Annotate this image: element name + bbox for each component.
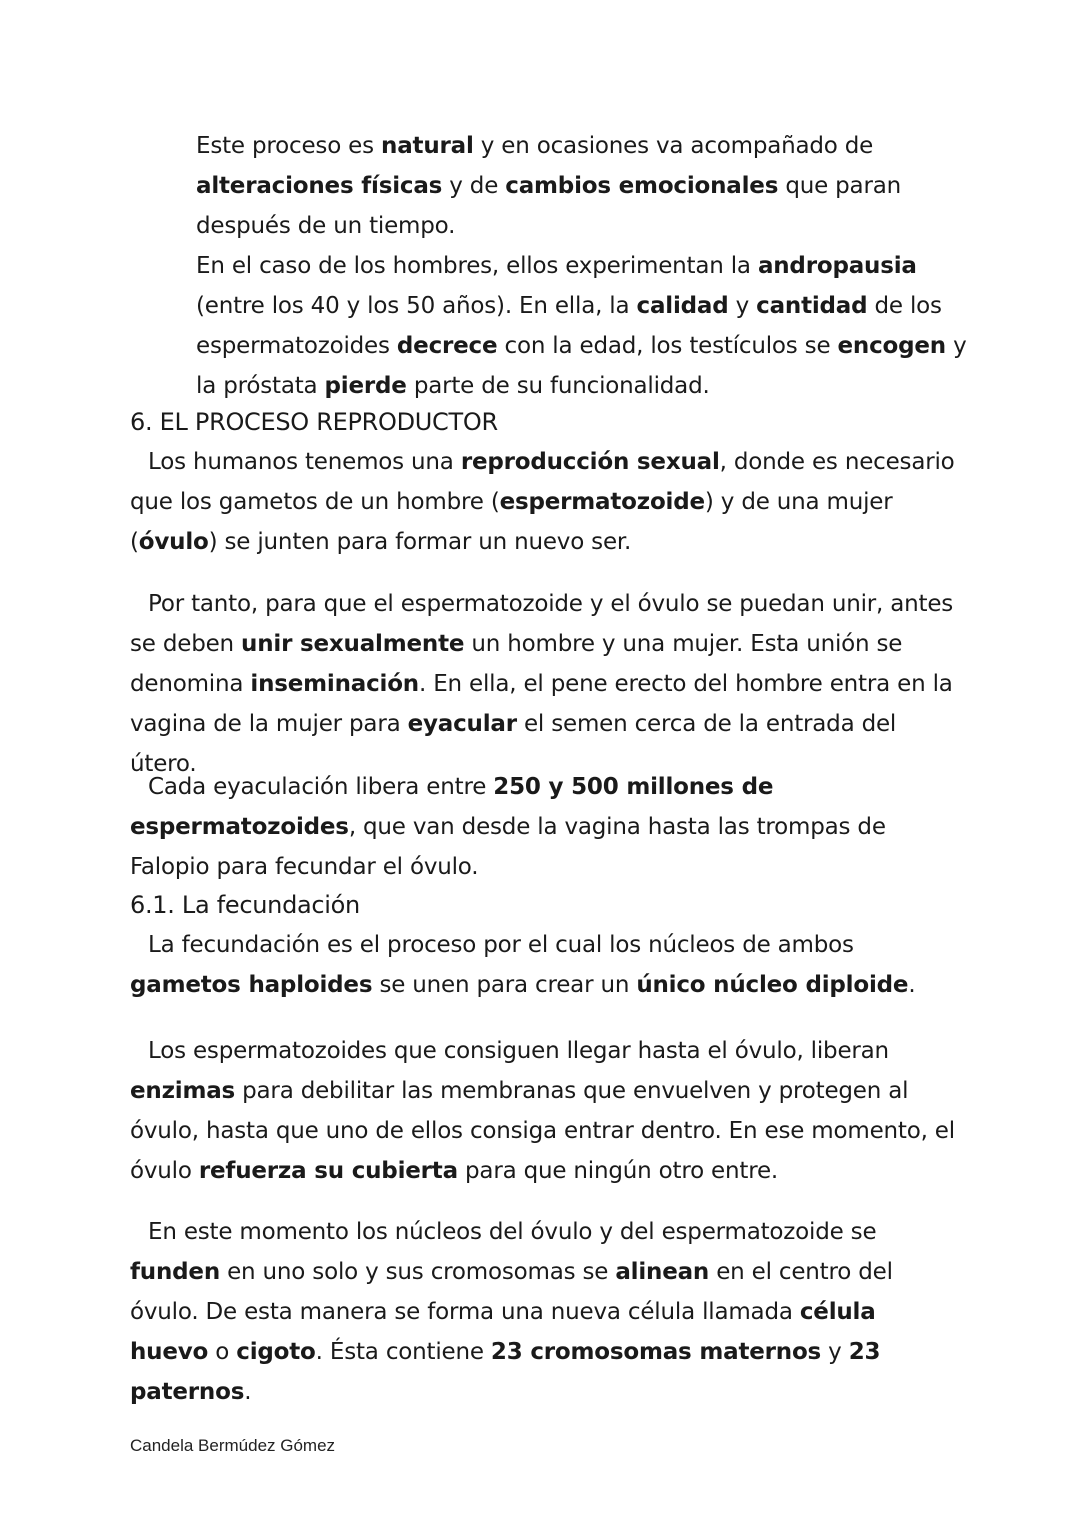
section61-paragraph-2: Los espermatozoides que consiguen llegar hasta el óvulo, liberan enzimas para debilitar las membranas que envuelven y protegen al óvulo, hasta que uno de ellos consiga entrar dentro. En ese momento, el óvulo refuerza su cubierta para que ningún otro entre. (130, 1038, 955, 1184)
bold-term: célula huevo (130, 1299, 876, 1365)
bold-term: eyacular (407, 711, 517, 737)
section61-paragraph-3: En este momento los núcleos del óvulo y del espermatozoide se funden en uno solo y sus cromosomas se alinean en el centro del óvulo. De esta manera se forma una nueva célula llamada célula huevo o cigoto. Ésta contiene 23 cromosomas maternos y 23 paternos. (130, 1219, 893, 1405)
section6-paragraph-1: Los humanos tenemos una reproducción sexual, donde es necesario que los gametos de un hombre (espermatozoide) y de una mujer (óvulo) se junten para formar un nuevo ser. (130, 449, 955, 555)
bold-term: único núcleo diploide (636, 972, 909, 998)
bold-term: funden (130, 1259, 220, 1285)
section6-paragraph-2: Por tanto, para que el espermatozoide y el óvulo se puedan unir, antes se deben unir sexualmente un hombre y una mujer. Esta unión se denomina inseminación. En ella, el pene erecto del hombre entra en la vagina de la mujer para eyacular el semen cerca de la entrada del útero. (130, 591, 954, 777)
bold-term: cantidad (756, 293, 868, 319)
bold-term: gametos haploides (130, 972, 373, 998)
bold-term: unir sexualmente (241, 631, 465, 657)
bold-term: andropausia (757, 253, 917, 279)
section6-paragraph-3: Cada eyaculación libera entre 250 y 500 millones de espermatozoides, que van desde la vagina hasta las trompas de Falopio para fecundar el óvulo. (130, 774, 886, 880)
section-heading-6: 6. EL PROCESO REPRODUCTOR (130, 408, 498, 436)
bold-term: reproducción sexual (460, 449, 720, 475)
bold-term: 250 y 500 millones de espermatozoides (130, 774, 774, 840)
intro-paragraph: Este proceso es natural y en ocasiones va acompañado de alteraciones físicas y de cambios emocionales que paran después de un tiempo. En el caso de los hombres, ellos experimentan la andropausia (entre los 40 y los 50 años). En ella, la calidad y cantidad de los espermatozoides decrece con la edad, los testículos se encogen y la próstata pierde parte de su funcionalidad. (196, 133, 967, 399)
footer-author: Candela Bermúdez Gómez (130, 1436, 336, 1455)
bold-term: alteraciones físicas (196, 173, 443, 199)
bold-term: calidad (636, 293, 729, 319)
bold-term: 23 paternos (130, 1339, 881, 1405)
bold-term: natural (381, 133, 474, 159)
bold-term: óvulo (138, 529, 209, 555)
bold-term: cambios emocionales (505, 173, 779, 199)
bold-term: cigoto (236, 1339, 316, 1365)
bold-term: encogen (837, 333, 946, 359)
bold-term: enzimas (130, 1078, 236, 1104)
bold-term: decrece (396, 333, 498, 359)
bold-term: alinean (615, 1259, 710, 1285)
bold-term: refuerza su cubierta (198, 1158, 458, 1184)
section-heading-6-1: 6.1. La fecundación (130, 891, 360, 919)
bold-term: pierde (324, 373, 407, 399)
bold-term: 23 cromosomas maternos (490, 1339, 822, 1365)
section61-paragraph-1: La fecundación es el proceso por el cual los núcleos de ambos gametos haploides se unen para crear un único núcleo diploide. (130, 932, 916, 998)
bold-term: espermatozoide (499, 489, 705, 515)
bold-term: inseminación (250, 671, 419, 697)
